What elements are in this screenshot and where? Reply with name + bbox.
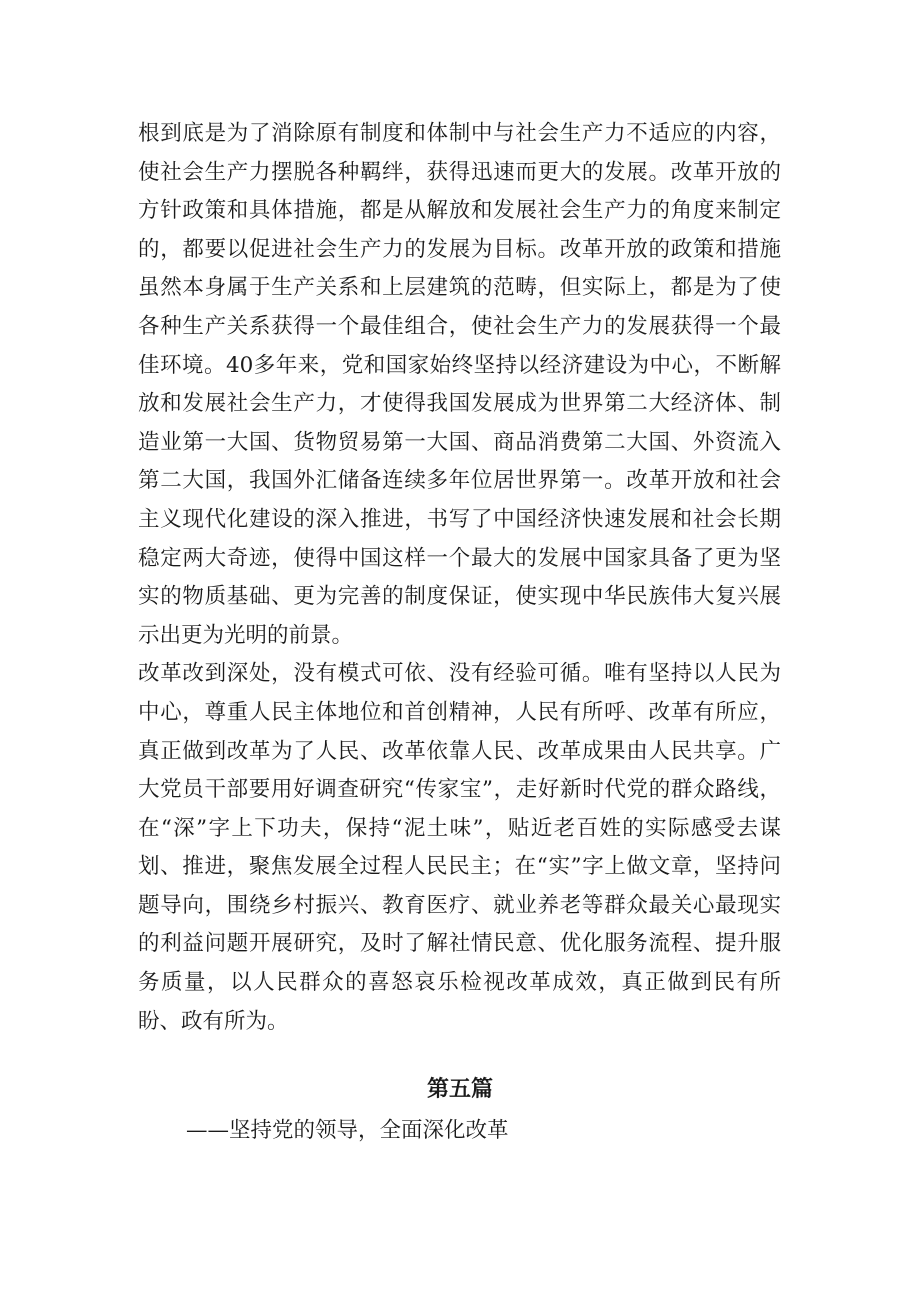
document-body [138, 115, 781, 1041]
section-subtitle: ——坚持党的领导，全面深化改革 [186, 1118, 509, 1143]
section-heading: 第五篇 [426, 1077, 493, 1102]
paragraph-1: 根到底是为了消除原有制度和体制中与社会生产力不适应的内容，使社会生产力摆脱各种羁绊，获得迅速而更大的发展。改革开放的方针政策和具体措施，都是从解放和发展社会生产力的角度来制定的，都要以促进社会生产力的发展为目标。改革开放的政策和措施虽然本身属于生产关系和上层建筑的范畴，但实际上，都是为了使各种生产关系获得一个最佳组合，使社会生产力的发展获得一个最佳环境。40多年来，党和国家始终坚持以经济建设为中心，不断解放和发展社会生产力，才使得我国发展成为世界第二大经济体、制造业第一大国、货物贸易第一大国、商品消费第二大国、外资流入第二大国，我国外汇储备连续多年位居世界第一。改革开放和社会主义现代化建设的深入推进，书写了中国经济快速发展和社会长期稳定两大奇迹，使得中国这样一个最大的发展中国家具备了更为坚实的物质基础、更为完善的制度保证，使实现中华民族伟大复兴展示出更为光明的前景。 [138, 121, 781, 648]
paragraph-2: 改革改到深处，没有模式可依、没有经验可循。唯有坚持以人民为中心，尊重人民主体地位和首创精神，人民有所呼、改革有所应，真正做到改革为了人民、改革依靠人民、改革成果由人民共享。广大党员干部要用好调查研究“传家宝”，走好新时代党的群众路线，在“深”字上下功夫，保持“泥土味”，贴近老百姓的实际感受去谋划、推进，聚焦发展全过程人民民主；在“实”字上做文章，坚持问题导向，围绕乡村振兴、教育医疗、就业养老等群众最关心最现实的利益问题开展研究，及时了解社情民意、优化服务流程、提升服务质量，以人民群众的喜怒哀乐检视改革成效，真正做到民有所盼、政有所为。 [138, 661, 781, 1034]
